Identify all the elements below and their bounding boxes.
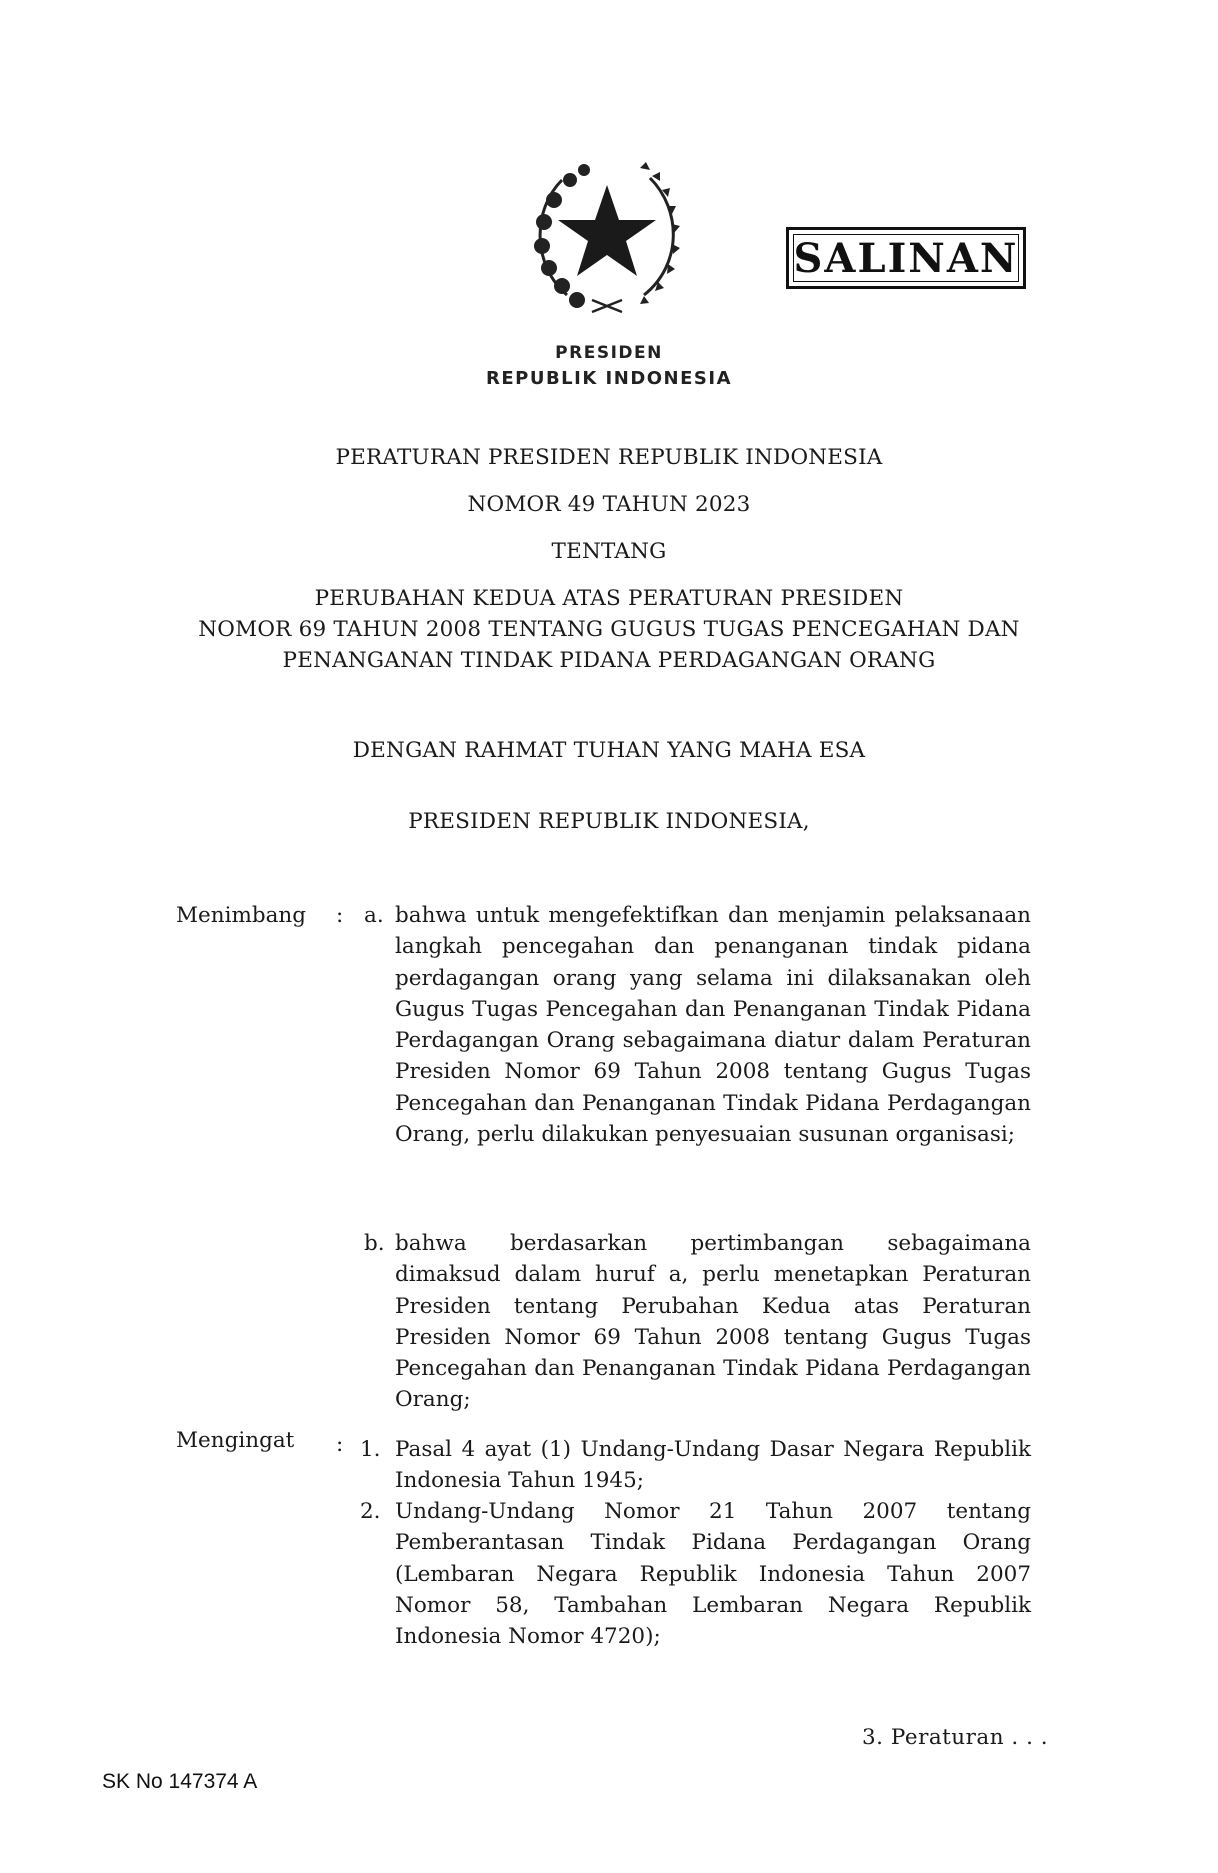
regulation-title: PERATURAN PRESIDEN REPUBLIK INDONESIA: [335, 445, 883, 470]
menimbang-colon: :: [336, 903, 344, 928]
regulation-subject-line: NOMOR 69 TAHUN 2008 TENTANG GUGUS TUGAS PENCEGAHAN DAN: [198, 617, 1020, 642]
regulation-subject-line: PENANGANAN TINDAK PIDANA PERDAGANGAN ORANG: [282, 648, 936, 673]
item-marker: 2.: [360, 1499, 381, 1524]
menimbang-item-a: bahwa untuk mengefektifkan dan menjamin pelaksanaan langkah pencegahan dan penanganan tindak pidana perdagangan orang yang selama ini dilaksanakan oleh Gugus Tugas Pencegahan dan Penanganan Tindak Pidana Perdagangan Orang sebagaimana diatur dalam Peraturan Presiden Nomor 69 Tahun 2008 tentang Gugus Tugas Pencegahan dan Penanganan Tindak Pidana Perdagangan Orang, perlu dilakukan penyesuaian susunan organisasi;: [395, 903, 1031, 1148]
menimbang-label: Menimbang: [176, 903, 307, 928]
presidential-emblem-icon: [522, 150, 692, 320]
sk-number: SK No 147374 A: [102, 1770, 258, 1793]
header-label-presiden: PRESIDEN: [555, 343, 663, 363]
header-label-republik: REPUBLIK INDONESIA: [485, 368, 733, 389]
mengingat-colon: :: [336, 1432, 344, 1457]
invocation: DENGAN RAHMAT TUHAN YANG MAHA ESA: [352, 738, 866, 763]
salinan-stamp: [786, 227, 1026, 289]
mengingat-label: Mengingat: [176, 1428, 295, 1453]
item-marker: 1.: [360, 1437, 381, 1462]
mengingat-item-2: Undang-Undang Nomor 21 Tahun 2007 tentang Pemberantasan Tindak Pidana Perdagangan Orang (Lembaran Negara Republik Indonesia Tahun 2007 Nomor 58, Tambahan Lembaran Negara Republik Indonesia Nomor 4720);: [395, 1499, 1031, 1650]
authority: PRESIDEN REPUBLIK INDONESIA,: [408, 809, 810, 834]
next-page-reference: 3. Peraturan . . .: [862, 1725, 1049, 1750]
menimbang-item-b: bahwa berdasarkan pertimbangan sebagaimana dimaksud dalam huruf a, perlu menetapkan Peraturan Presiden tentang Perubahan Kedua atas Peraturan Presiden Nomor 69 Tahun 2008 tentang Gugus Tugas Pencegahan dan Penanganan Tindak Pidana Perdagangan Orang;: [395, 1231, 1031, 1413]
item-marker: b.: [364, 1231, 385, 1256]
item-marker: a.: [364, 903, 384, 928]
regulation-number: NOMOR 49 TAHUN 2023: [467, 492, 751, 517]
regulation-tentang: TENTANG: [551, 539, 667, 564]
stamp-text: SALINAN: [793, 234, 1019, 282]
regulation-subject-line: PERUBAHAN KEDUA ATAS PERATURAN PRESIDEN: [314, 586, 904, 611]
mengingat-item-1: Pasal 4 ayat (1) Undang-Undang Dasar Negara Republik Indonesia Tahun 1945;: [395, 1437, 1031, 1494]
